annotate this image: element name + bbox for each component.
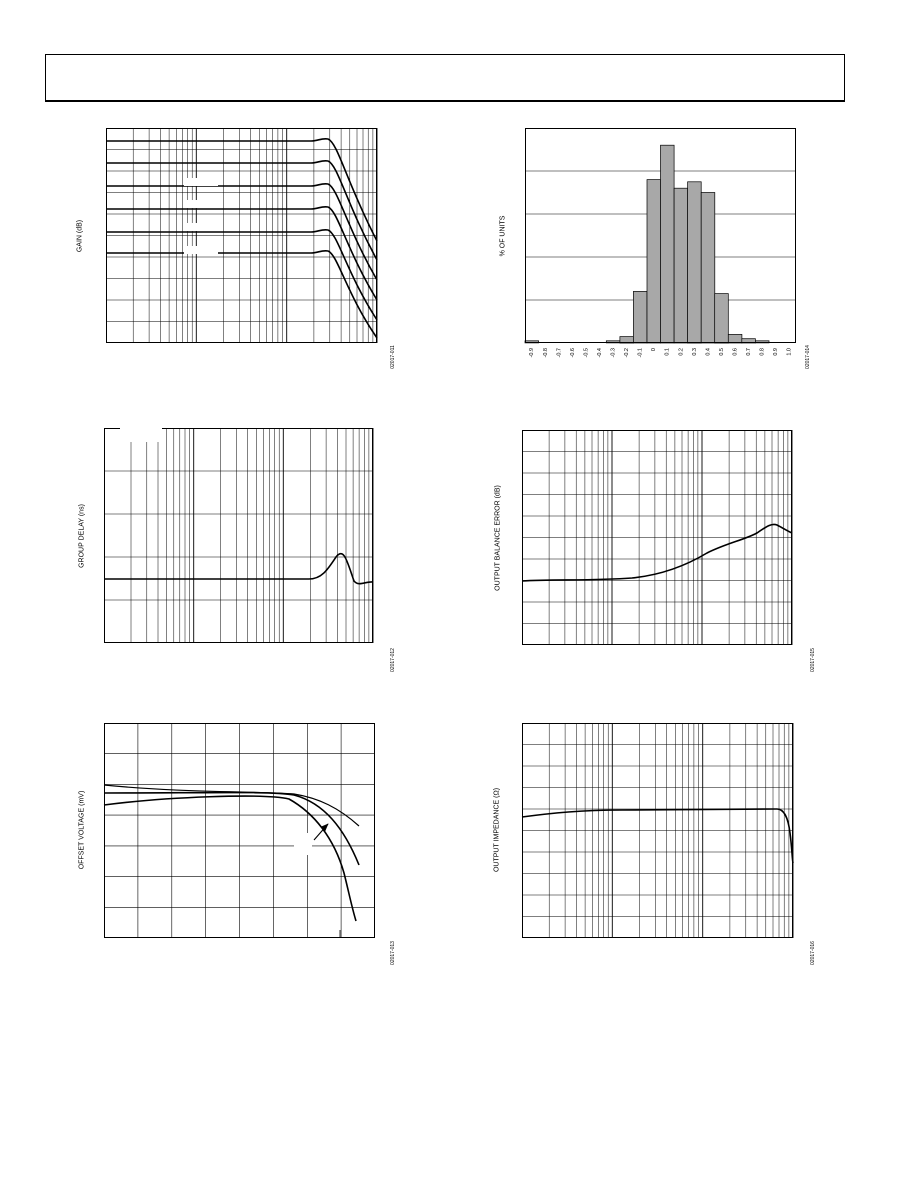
x-tick-label: -0.8	[542, 348, 549, 358]
histogram-bar	[661, 145, 675, 343]
x-tick-label: 0	[651, 348, 658, 352]
histogram-y-axis-label: % OF UNITS	[499, 215, 507, 257]
offset-curve-1	[104, 785, 359, 826]
x-tick-label: -0.5	[583, 348, 590, 358]
arrow-head	[321, 824, 328, 831]
balance-error-curve	[522, 524, 792, 581]
offset-chart	[104, 723, 375, 938]
impedance-y-axis-label: OUTPUT IMPEDANCE (Ω)	[493, 787, 501, 873]
curve-label-gap	[184, 223, 218, 231]
balance-y-axis-label: OUTPUT BALANCE ERROR (dB)	[494, 485, 502, 591]
impedance-curve	[522, 809, 793, 863]
histogram-bar	[688, 182, 702, 343]
offset-figure-number: 02017-013	[390, 941, 396, 965]
arrow-label-gap	[294, 833, 312, 855]
histogram-bar	[647, 180, 661, 343]
histogram-figure-number: 02017-014	[805, 345, 811, 369]
curve-label-gap	[184, 200, 218, 208]
histogram-bar	[728, 334, 742, 343]
histogram-bar	[715, 294, 729, 344]
group-delay-y-axis-label: GROUP DELAY (ns)	[78, 504, 86, 568]
x-tick-label: 0.1	[664, 348, 671, 356]
plot-frame	[105, 429, 373, 643]
x-tick-label: 0.6	[732, 348, 739, 356]
gain-curve	[106, 230, 377, 320]
gain-curve	[106, 161, 377, 260]
x-tick-label: -0.1	[637, 348, 644, 358]
x-tick-label: -0.6	[569, 348, 576, 358]
histogram-bar	[674, 188, 688, 343]
group-delay-chart	[104, 428, 373, 643]
impedance-chart	[522, 723, 793, 938]
balance-chart	[522, 430, 792, 645]
balance-figure-number: 02017-015	[810, 648, 816, 672]
x-tick-label: 0.4	[705, 348, 712, 356]
x-tick-label: 0.2	[678, 348, 685, 356]
group-delay-curve	[104, 554, 373, 584]
x-tick-label: 0.9	[773, 348, 780, 356]
x-tick-label: -0.2	[624, 348, 631, 358]
histogram-bar	[633, 291, 647, 343]
offset-y-axis-label: OFFSET VOLTAGE (mV)	[78, 790, 86, 870]
gain-chart	[106, 128, 377, 343]
offset-curve-2	[104, 793, 359, 866]
x-tick-label: -0.7	[556, 348, 563, 358]
impedance-figure-number: 02017-016	[810, 941, 816, 965]
curve-label-gap	[184, 246, 218, 254]
histogram-chart	[525, 128, 796, 358]
curve-label-gap	[184, 178, 218, 186]
gain-figure-number: 02017-011	[390, 345, 396, 369]
gain-curve	[106, 139, 377, 241]
label-gap	[120, 428, 162, 442]
gain-y-axis-label: GAIN (dB)	[76, 219, 84, 253]
x-tick-label: -0.4	[596, 348, 603, 358]
x-tick-label: 0.8	[759, 348, 766, 356]
x-tick-label: 0.3	[691, 348, 698, 356]
group-delay-figure-number: 02017-012	[390, 648, 396, 672]
histogram-bar	[701, 193, 715, 344]
x-tick-label: 0.7	[746, 348, 753, 356]
x-tick-label: -0.3	[610, 348, 617, 358]
page-header-box	[45, 54, 845, 102]
gain-curve	[106, 251, 377, 338]
x-tick-label: 1.0	[786, 348, 793, 356]
x-tick-label: -0.9	[529, 348, 536, 358]
x-tick-label: 0.5	[718, 348, 725, 356]
